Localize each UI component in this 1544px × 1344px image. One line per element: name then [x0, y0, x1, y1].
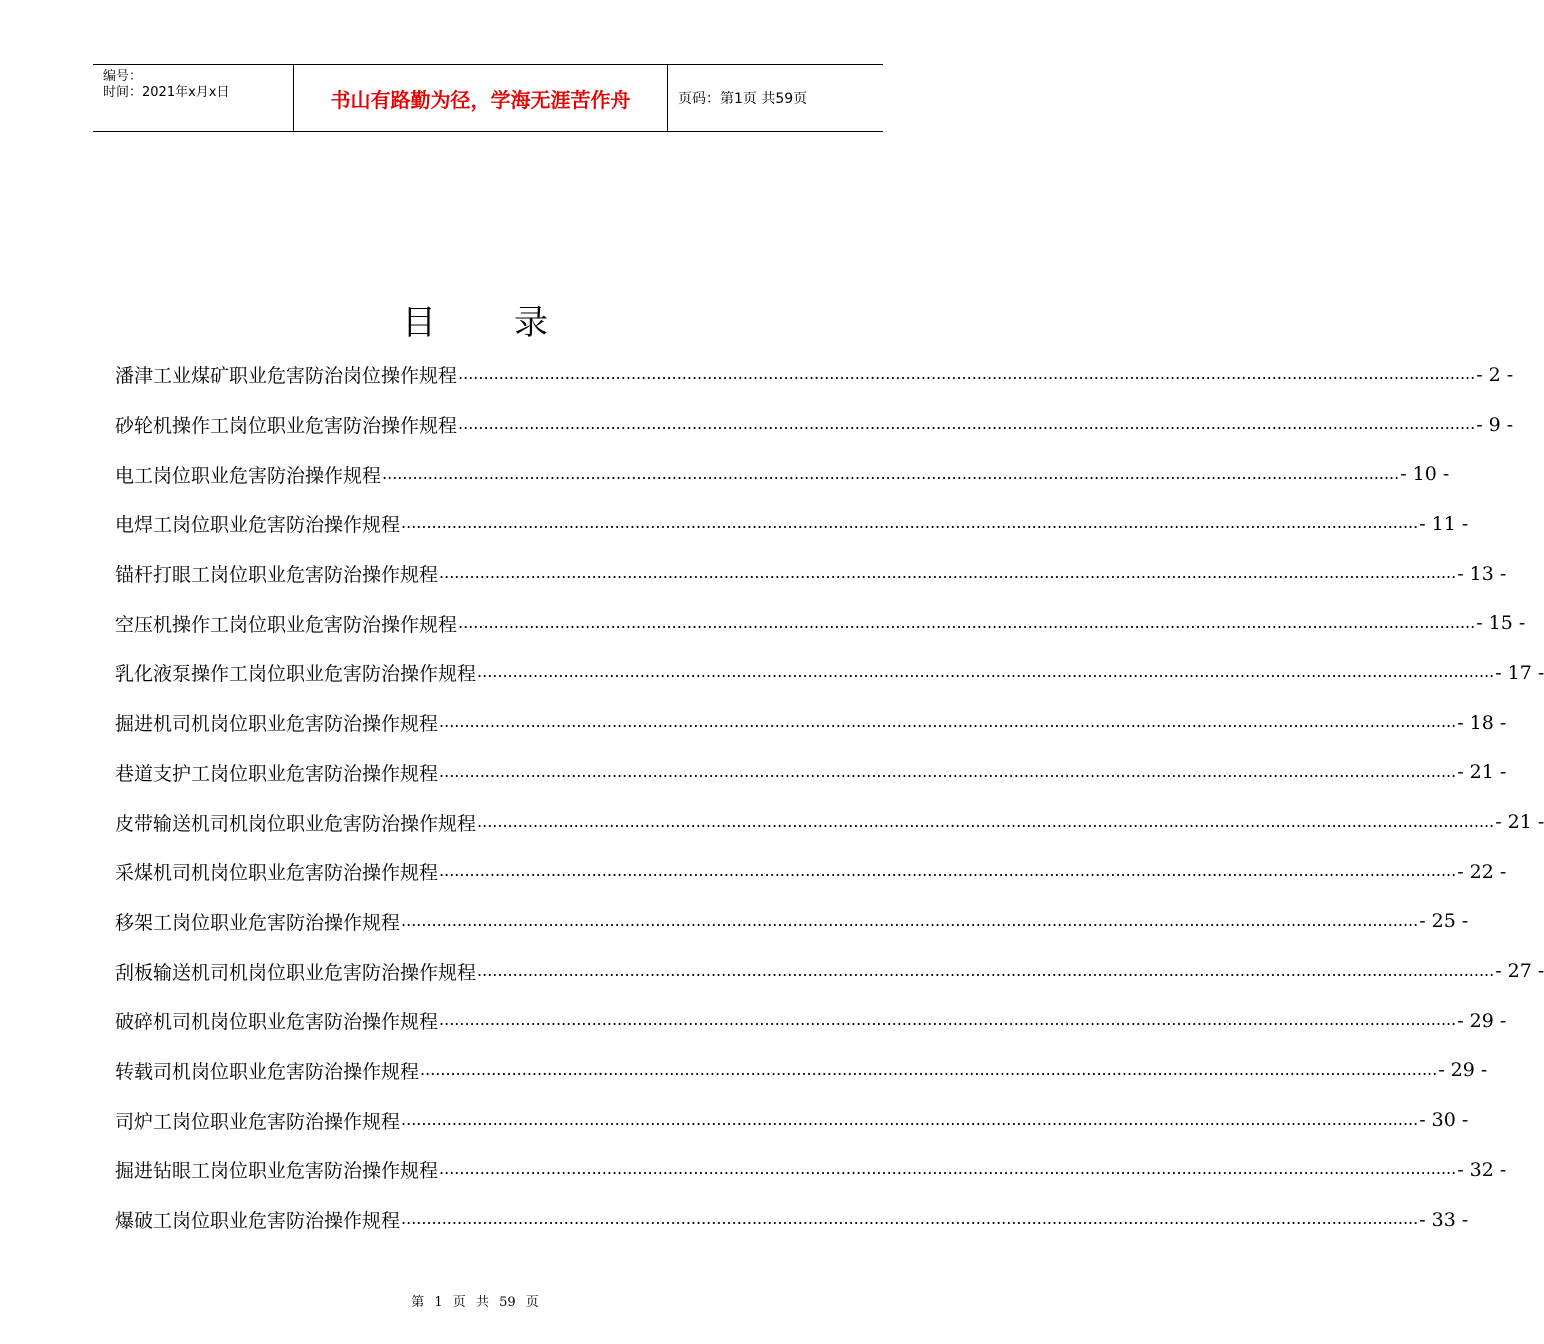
toc-title-char-2: 录 [514, 303, 548, 343]
header-motto: 书山有路勤为径，学海无涯苦作舟 [294, 65, 668, 131]
toc-entry[interactable] [115, 598, 1526, 648]
document-number-label: 编号： [103, 69, 143, 84]
toc-entry-page-number[interactable]: - 18 - [1457, 711, 1507, 734]
toc-entry-page-number[interactable]: - 22 - [1457, 860, 1507, 883]
toc-entry[interactable] [115, 400, 1514, 450]
toc-entry[interactable] [115, 996, 1507, 1046]
toc-entry-page-number[interactable]: - 2 - [1476, 363, 1514, 386]
toc-entry-title[interactable]: 刮板输送机司机岗位职业危害防治操作规程 [115, 961, 477, 984]
toc-entry[interactable] [115, 1145, 1507, 1195]
toc-entry-title[interactable]: 破碎机司机岗位职业危害防治操作规程 [115, 1011, 439, 1034]
toc-entry[interactable] [115, 499, 1469, 549]
toc-leader-dots: ........................................................................................................................................................................................................ [401, 1209, 1419, 1229]
toc-entry-title[interactable]: 掘进机司机岗位职业危害防治操作规程 [115, 713, 439, 736]
toc-entry[interactable] [115, 946, 1544, 996]
toc-entry-title[interactable]: 转载司机岗位职业危害防治操作规程 [115, 1060, 420, 1083]
toc-entry[interactable] [115, 847, 1507, 897]
toc-entry-page-number[interactable]: - 29 - [1457, 1009, 1507, 1032]
toc-leader-dots: ........................................................................................................................................................................................................ [477, 811, 1495, 831]
header-page-info: 页码：第1页 共59页 [678, 91, 808, 107]
toc-leader-dots: ........................................................................................................................................................................................................ [401, 910, 1419, 930]
footer-text-1: 第 [411, 1295, 425, 1310]
toc-entry[interactable] [115, 1095, 1469, 1145]
toc-entry-page-number[interactable]: - 11 - [1419, 512, 1469, 535]
toc-entry-page-number[interactable]: - 25 - [1419, 910, 1469, 933]
toc-leader-dots: ........................................................................................................................................................................................................ [477, 960, 1495, 980]
toc-entry-title[interactable]: 采煤机司机岗位职业危害防治操作规程 [115, 862, 439, 885]
toc-entry-page-number[interactable]: - 13 - [1457, 562, 1507, 585]
toc-leader-dots: ........................................................................................................................................................................................................ [458, 612, 1476, 632]
footer-current-page: 1 [434, 1295, 443, 1310]
toc-entry-title[interactable]: 移架工岗位职业危害防治操作规程 [115, 911, 401, 934]
toc-leader-dots: ........................................................................................................................................................................................................ [382, 463, 1400, 483]
toc-entry[interactable] [115, 1046, 1488, 1096]
toc-entry[interactable] [115, 1195, 1469, 1245]
toc-leader-dots: ........................................................................................................................................................................................................ [477, 662, 1495, 682]
toc-entry-page-number[interactable]: - 21 - [1457, 761, 1507, 784]
toc-entry-page-number[interactable]: - 21 - [1495, 811, 1544, 834]
toc-leader-dots: ........................................................................................................................................................................................................ [439, 761, 1457, 781]
toc-leader-dots: ........................................................................................................................................................................................................ [439, 861, 1457, 881]
toc-entry-title[interactable]: 锚杆打眼工岗位职业危害防治操作规程 [115, 564, 439, 587]
toc-entry-title[interactable]: 电焊工岗位职业危害防治操作规程 [115, 514, 401, 537]
footer-text-3: 共 [475, 1295, 489, 1310]
toc-entry-title[interactable]: 爆破工岗位职业危害防治操作规程 [115, 1210, 401, 1233]
toc-entry[interactable] [115, 350, 1514, 400]
toc-leader-dots: ........................................................................................................................................................................................................ [401, 513, 1419, 533]
toc-entry-page-number[interactable]: - 15 - [1476, 612, 1526, 635]
toc-entry-title[interactable]: 潘津工业煤矿职业危害防治岗位操作规程 [115, 365, 458, 388]
footer-total-pages: 59 [499, 1295, 516, 1310]
toc-entry-title[interactable]: 乳化液泵操作工岗位职业危害防治操作规程 [115, 663, 477, 686]
toc-entry-title[interactable]: 砂轮机操作工岗位职业危害防治操作规程 [115, 415, 458, 438]
toc-entry-title[interactable]: 司炉工岗位职业危害防治操作规程 [115, 1110, 401, 1133]
toc-entry[interactable] [115, 549, 1507, 599]
toc-entry[interactable] [115, 698, 1507, 748]
document-time-label: 时间：2021年x月x日 [103, 85, 230, 100]
toc-entry-page-number[interactable]: - 30 - [1419, 1109, 1469, 1132]
toc-entry-page-number[interactable]: - 17 - [1495, 661, 1544, 684]
toc-leader-dots: ........................................................................................................................................................................................................ [439, 1010, 1457, 1030]
toc-leader-dots: ........................................................................................................................................................................................................ [401, 1109, 1419, 1129]
toc-entry-page-number[interactable]: - 9 - [1476, 413, 1514, 436]
toc-entry-title[interactable]: 电工岗位职业危害防治操作规程 [115, 464, 382, 487]
toc-entry-page-number[interactable]: - 32 - [1457, 1158, 1507, 1181]
page-header [93, 64, 883, 132]
toc-entry[interactable] [115, 797, 1544, 847]
toc-entry[interactable] [115, 648, 1544, 698]
toc-entry-title[interactable]: 皮带输送机司机岗位职业危害防治操作规程 [115, 812, 477, 835]
toc-entry[interactable] [115, 897, 1469, 947]
toc-entry-page-number[interactable]: - 29 - [1438, 1059, 1488, 1082]
page-footer [0, 1291, 950, 1310]
toc-leader-dots: ........................................................................................................................................................................................................ [439, 563, 1457, 583]
toc-entry-title[interactable]: 空压机操作工岗位职业危害防治操作规程 [115, 613, 458, 636]
table-of-contents [115, 350, 1544, 1244]
toc-entry[interactable] [115, 449, 1450, 499]
toc-leader-dots: ........................................................................................................................................................................................................ [439, 712, 1457, 732]
toc-entry-page-number[interactable]: - 10 - [1400, 463, 1450, 486]
toc-entry-title[interactable]: 巷道支护工岗位职业危害防治操作规程 [115, 762, 439, 785]
toc-title-char-1: 目 [402, 303, 436, 343]
toc-entry-page-number[interactable]: - 27 - [1495, 960, 1544, 983]
header-meta [93, 65, 294, 131]
toc-entry-title[interactable]: 掘进钻眼工岗位职业危害防治操作规程 [115, 1160, 439, 1183]
toc-entry[interactable] [115, 748, 1507, 798]
toc-leader-dots: ........................................................................................................................................................................................................ [420, 1059, 1438, 1079]
toc-leader-dots: ........................................................................................................................................................................................................ [458, 414, 1476, 434]
toc-leader-dots: ........................................................................................................................................................................................................ [439, 1159, 1457, 1179]
toc-entry-page-number[interactable]: - 33 - [1419, 1208, 1469, 1231]
toc-leader-dots: ........................................................................................................................................................................................................ [458, 364, 1476, 384]
toc-title [0, 295, 950, 344]
footer-text-2: 页 [452, 1295, 466, 1310]
footer-text-4: 页 [525, 1295, 539, 1310]
